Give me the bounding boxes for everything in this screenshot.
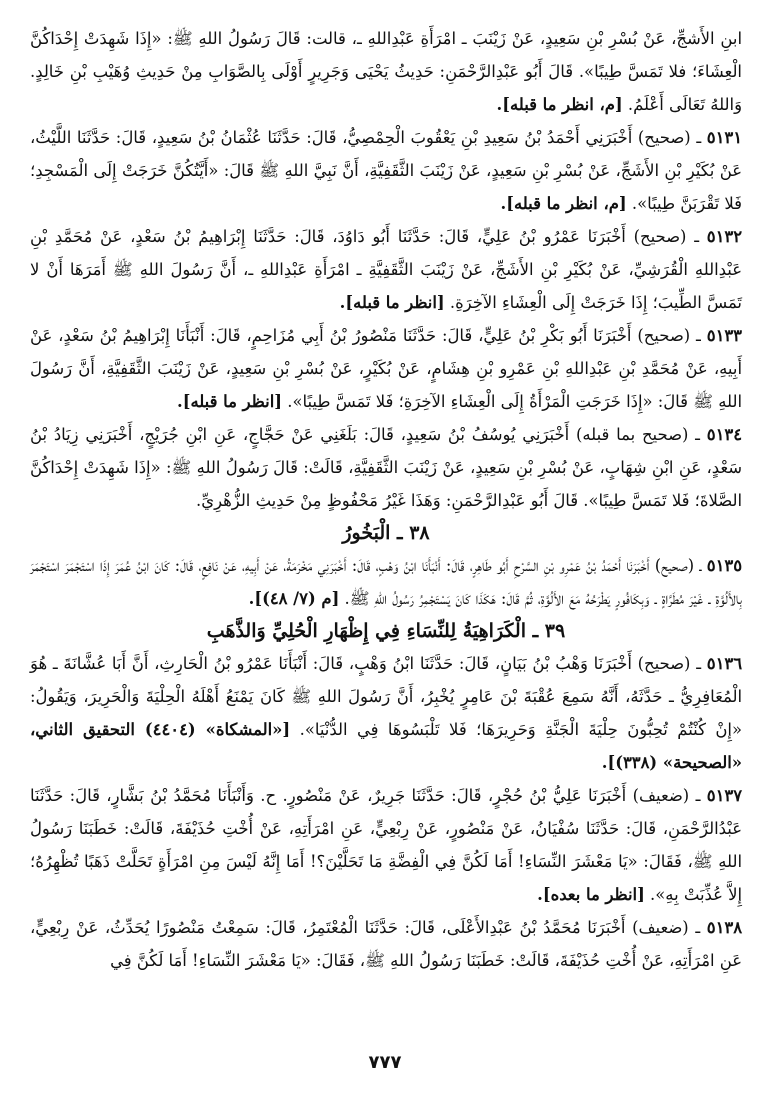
hadith-text: أَخْبَرَنَا عَمْرُو بْنُ عَلِيٍّ، قَالَ: حَدَّثَنَا أَبُو دَاوُدَ، قَالَ: حَدَّثَنَا إِبْرَاهِيمُ بْنُ سَعْدٍ، عَنْ مُحَمَّدِ بْنِ عَبْدِاللهِ الْقُرَشِيِّ، عَنْ بُكَيْرِ بْنِ الأَشَجِّ، عَنْ زَيْنَبَ الثَّقَفِيَّةِ ـ امْرَأَةِ عَبْدِاللهِ ـ، أَنَّ رَسُولَ اللهِ ﷺ أَمَرَهَا أَنْ لا تَمَسَّ الطِّيبَ؛ إِذَا خَرَجَتْ إِلَى الْعِشَاءِ الآخِرَةِ.	[30, 227, 742, 312]
hadith-reference: [انظر ما قبله].	[177, 392, 283, 411]
hadith-reference: [م، انظر ما قبله].	[500, 194, 627, 213]
hadith-text: أَخْبَرَنَا أَبُو بَكْرِ بْنُ عَلِيٍّ، قَالَ: حَدَّثَنَا مَنْصُورُ بْنُ أَبِي مُزَاحِمٍ، قَالَ: أَنْبَأَنَا إِبْرَاهِيمُ بْنُ سَعْدٍ، عَنْ أَبِيهِ، عَنْ مُحَمَّدِ بْنِ عَبْدِاللهِ بْنِ عَمْرِو بْنِ هِشَامٍ، عَنْ بُكَيْرٍ، عَنْ بُسْرِ بْنِ سَعِيدٍ، عَنْ زَيْنَبَ الثَّقَفِيَّةِ، أَنَّ رَسُولَ اللهِ ﷺ قَالَ: «إِذَا خَرَجَتِ الْمَرْأَةُ إِلَى الْعِشَاءِ الآخِرَةِ؛ فَلا تَمَسَّ طِيبًا».	[30, 326, 742, 411]
hadith-entry	[30, 911, 742, 977]
hadith-entry	[30, 319, 742, 418]
hadith-grade: ـ (ضعيف)	[632, 786, 701, 805]
hadith-reference: [م (٧/ ٤٨)].	[248, 589, 340, 608]
hadith-text: أَخْبَرَنَا عَلِيُّ بْنُ حُجْرٍ، قَالَ: حَدَّثَنَا جَرِيرٌ، عَنْ مَنْصُورٍ. ح. وَأَنْبَأَنَا مُحَمَّدُ بْنُ بَشَّارٍ، قَالَ: حَدَّثَنَا عَبْدُالرَّحْمَنِ، قَالَ: حَدَّثَنَا سُفْيَانُ، عَنْ مَنْصُورٍ، عَنْ رِبْعِيٍّ، عَنِ امْرَأَتِهِ، عَنْ أُخْتِ حُذَيْفَةَ، قَالَتْ: خَطَبَنَا رَسُولُ اللهِ ﷺ، فَقَالَ: «يَا مَعْشَرَ النِّسَاءِ! أَمَا لَكُنَّ فِي الْفِضَّةِ مَا تَحَلَّيْنَ؟! أَمَا إِنَّهُ لَيْسَ مِنِ امْرَأَةٍ تَحَلَّتْ ذَهَبًا تُظْهِرُهُ؛ إِلاَّ عُذِّبَتْ بِهِ».	[30, 786, 742, 904]
hadith-entry	[30, 647, 742, 779]
hadith-grade: ـ (ضعيف)	[632, 918, 701, 937]
section-38-heading: ٣٨ ـ الْبَخُورُ	[342, 522, 430, 544]
hadith-text: أَخْبَرَنِي يُوسُفُ بْنُ سَعِيدٍ، قَالَ: بَلَغَنِي عَنْ حَجَّاجٍ، عَنِ ابْنِ جُرَيْجٍ، أَخْبَرَنِي زِيَادُ بْنُ سَعْدٍ، عَنِ ابْنِ شِهَابٍ، عَنْ بُسْرِ بْنِ سَعِيدٍ، عَنْ زَيْنَبَ الثَّقَفِيَّةِ، قَالَتْ: قَالَ رَسُولُ اللهِ ﷺ: «إِذَا شَهِدَتْ إِحْدَاكُنَّ الصَّلاةَ؛ فَلا تَمَسَّ طِيبًا». قَالَ أَبُو عَبْدِالرَّحْمَنِ: وَهَذَا غَيْرُ مَحْفُوظٍ مِنْ حَدِيثِ الزُّهْرِيِّ.	[30, 425, 742, 510]
hadith-reference: [انظر ما بعده].	[537, 885, 645, 904]
hadith-list-c	[30, 647, 742, 977]
hadith-number: ٥١٣٢	[706, 227, 742, 246]
hadith-list-a	[30, 121, 742, 517]
page-number: ٧٧٧	[368, 1052, 402, 1073]
hadith-grade: ـ (صحيح)	[637, 326, 701, 345]
hadith-entry	[30, 779, 742, 911]
hadith-grade: ـ (صحيح)	[633, 227, 699, 246]
intro-text: ابنِ الأَشجِّ، عَنْ بُسْرِ بْنِ سَعِيدٍ، عَنْ زَيْنَبَ ـ امْرَأَةِ عَبْدِاللهِ ـ، قالت: قَالَ رَسُولُ اللهِ ﷺ: «إِذَا شَهِدَتْ إِحْدَاكُنَّ الْعِشَاءَ؛ فلا تَمَسَّ طِيبًا». قَالَ أَبُو عَبْدِالرَّحْمَنِ: حَدِيثُ يَحْيَى وَجَرِيرٍ أَوْلَى بِالصَّوَابِ مِنْ حَدِيثِ وُهَيْبِ بْنِ خَالِدٍ. وَاللهُ تَعَالَى أَعْلَمُ.	[30, 29, 742, 114]
hadith-grade: ـ (صحيح)	[654, 556, 702, 575]
hadith-number: ٥١٣٥	[706, 556, 742, 575]
hadith-reference: [انظر ما قبله].	[339, 293, 445, 312]
hadith-grade: ـ (صحيح)	[637, 128, 702, 147]
page-body	[30, 22, 742, 977]
intro-reference: [م، انظر ما قبله].	[496, 95, 623, 114]
hadith-reference: [«المشكاة» (٤٤٠٤) التحقيق الثاني، «الصحيحة» (٣٣٨)].	[30, 720, 742, 772]
hadith-number: ٥١٣٦	[706, 654, 742, 673]
hadith-grade: ـ (صحيح)	[637, 654, 702, 673]
hadith-number: ٥١٣٨	[706, 918, 742, 937]
hadith-number: ٥١٣٣	[706, 326, 742, 345]
hadith-text: أَخْبَرَنَا مُحَمَّدُ بْنُ عَبْدِالأَعْلَى، قَالَ: حَدَّثَنَا الْمُعْتَمِرُ، قَالَ: سَمِعْتُ مَنْصُورًا يُحَدِّثُ، عَنْ رِبْعِيٍّ، عَنِ امْرَأَتِهِ، عَنْ أُخْتِ حُذَيْفَةَ، قَالَتْ: خَطَبَنَا رَسُولُ اللهِ ﷺ، فَقَالَ: «يَا مَعْشَرَ النِّسَاءِ! أَمَا لَكُنَّ فِي	[30, 918, 742, 970]
hadith-entry	[30, 549, 742, 615]
hadith-text: أَخْبَرَنَا أَحْمَدُ بْنُ عَمْرِو بْنِ السَّرْحِ أَبُو طَاهِرٍ، قَالَ: أَنْبَأَنَا ابْنُ وَهْبٍ، قَالَ: أَخْبَرَنِي مَخْرَمَةُ، عَنْ أَبِيهِ، عَنْ نَافِعٍ، قَالَ: كَانَ ابْنُ عُمَرَ إِذَا اسْتَجْمَرَ اسْتَجْمَرَ بِالأَلُوَّةِ ـ غَيْرَ مُطَرَّاةٍ ـ وَبِكَافُورٍ يَطْرَحُهُ مَعَ الأَلُوَّةِ، ثُمَّ قَالَ: هَكَذَا كَانَ يَسْتَجْمِرُ رَسُولُ اللهِ ﷺ.	[30, 556, 742, 608]
hadith-number: ٥١٣٤	[706, 425, 742, 444]
section-39-heading: ٣٩ ـ الْكَرَاهِيَةُ لِلنِّسَاءِ فِي إِظْهَارِ الْحُلِيِّ وَالذَّهَبِ	[206, 620, 566, 642]
hadith-entry	[30, 121, 742, 220]
hadith-number: ٥١٣٧	[706, 786, 742, 805]
hadith-list-b	[30, 549, 742, 615]
hadith-entry	[30, 418, 742, 517]
intro-paragraph	[30, 22, 742, 121]
hadith-entry	[30, 220, 742, 319]
hadith-text: أَخْبَرَنَا وَهْبُ بْنُ بَيَانٍ، قَالَ: حَدَّثَنَا ابْنُ وَهْبٍ، قَالَ: أَنْبَأَنَا عَمْرُو بْنُ الْحَارِثِ، أَنَّ أَبَا عُشَّانَةَ ـ هُوَ الْمُعَافِرِيُّ ـ حَدَّثَهُ، أَنَّهُ سَمِعَ عُقْبَةَ بْنَ عَامِرٍ يُخْبِرُ، أَنَّ رَسُولَ اللهِ ﷺ كَانَ يَمْنَعُ أَهْلَهُ الْحِلْيَةَ وَالْحَرِيرَ، وَيَقُولُ: «إِنْ كُنْتُمْ تُحِبُّونَ حِلْيَةَ الْجَنَّةِ وَحَرِيرَهَا؛ فَلا تَلْبَسُوهَا فِي الدُّنْيَا».	[30, 654, 742, 739]
hadith-grade: ـ (صحيح بما قبله)	[575, 425, 700, 444]
hadith-number: ٥١٣١	[706, 128, 742, 147]
hadith-text: أَخْبَرَنِي أَحْمَدُ بْنُ سَعِيدِ بْنِ يَعْقُوبَ الْحِمْصِيُّ، قَالَ: حَدَّثَنَا عُثْمَانُ بْنُ سَعِيدٍ، قَالَ: حَدَّثَنَا اللَّيْثُ، عَنْ بُكَيْرِ بْنِ الأَشَجِّ، عَنْ بُسْرِ بْنِ سَعِيدٍ، عَنْ زَيْنَبَ الثَّقَفِيَّةِ، أَنَّ نَبِيَّ اللهِ ﷺ قَالَ: «أَيَّتُكُنَّ خَرَجَتْ إِلَى الْمَسْجِدِ؛ فَلا تَقْرَبَنَّ طِيبًا».	[30, 128, 742, 213]
